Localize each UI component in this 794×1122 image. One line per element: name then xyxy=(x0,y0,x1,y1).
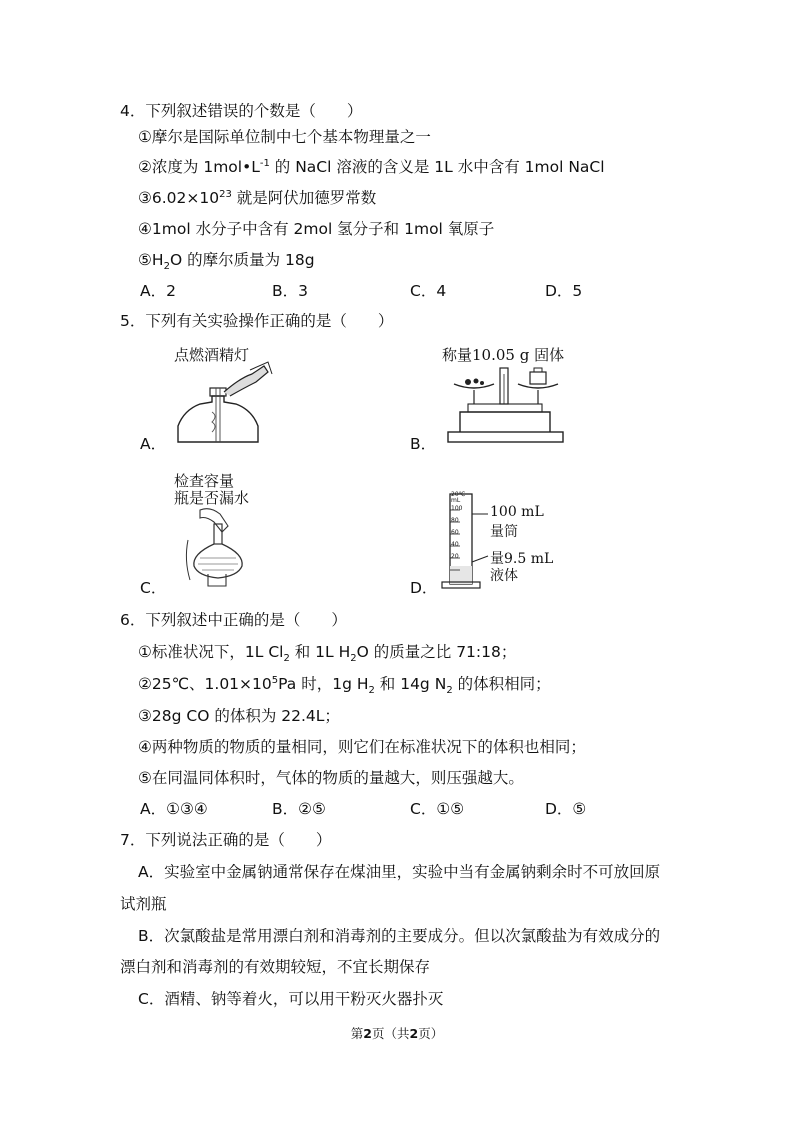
q6-item-1: ①标准状况下，1L $Cl_2$ 和 1L $H_2O$ 的质量之比 71:18； xyxy=(138,643,517,665)
cylinder-tick-labels: 20℃ mL 100 80 60 40 20 xyxy=(451,491,466,560)
q6-item-5: ⑤在同温同体积时，气体的物质的量越大，则压强越大。 xyxy=(138,769,524,787)
q4-stem: 4．下列叙述错误的个数是（ ） xyxy=(120,102,363,120)
q5-option-c: C． xyxy=(140,579,167,597)
q4-item-5: $⑤H_2O$ 的摩尔质量为 18g xyxy=(138,251,315,273)
balance-icon xyxy=(438,344,573,448)
fig-b-caption: 称量10.05 g 固体 xyxy=(442,346,565,364)
q6-item-2: ②25℃、$1.01\times 10^5Pa$ 时，1g $H_2$ 和 14g $N_2$ 的体积相同； xyxy=(138,674,551,697)
figure-alcohol-lamp xyxy=(164,344,274,448)
fig-d-label-1: 100 mL xyxy=(490,504,544,520)
q6-stem: 6．下列叙述中正确的是（ ） xyxy=(120,611,347,629)
fig-d-label-2: 量筒 xyxy=(490,524,518,540)
q5-option-d: D． xyxy=(410,579,438,597)
fig-c-caption-1: 检查容量 xyxy=(174,472,235,490)
figure-graduated-cylinder xyxy=(440,490,570,590)
q4-option-d: D．5 xyxy=(545,282,583,300)
q4-option-c: C．4 xyxy=(410,282,447,300)
q6-option-b: B．②⑤ xyxy=(272,800,326,818)
figure-balance xyxy=(438,344,573,448)
q4-item-3: $③6.02\times 10^{23}$ 就是阿伏加德罗常数 xyxy=(138,188,377,207)
page-footer: 第2页（共2页） xyxy=(350,1026,444,1041)
q7-option-a-line2: 试剂瓶 xyxy=(120,895,167,913)
figure-volumetric-flask xyxy=(170,470,280,588)
q4-item-4: ④1mol 水分子中含有 2mol 氢分子和 1mol 氧原子 xyxy=(138,220,495,238)
q7-option-b-line1: B．次氯酸盐是常用漂白剂和消毒剂的主要成分。但以次氯酸盐为有效成分的 xyxy=(138,927,661,945)
q4-item-1: ①摩尔是国际单位制中七个基本物理量之一 xyxy=(138,128,431,146)
q7-option-a-line1: A．实验室中金属钠通常保存在煤油里，实验中当有金属钠剩余时不可放回原 xyxy=(138,863,661,881)
q4-item-2: ②浓度为 $1mol•L^{-1}$ 的 NaCl 溶液的含义是 1L 水中含有 1mol NaCl xyxy=(138,157,605,176)
q7-stem: 7．下列说法正确的是（ ） xyxy=(120,831,332,849)
q5-option-b: B． xyxy=(410,435,437,453)
fig-c-caption-2: 瓶是否漏水 xyxy=(174,489,250,507)
q6-item-3: ③28g CO 的体积为 22.4L； xyxy=(138,707,340,725)
fig-a-caption: 点燃酒精灯 xyxy=(174,346,250,364)
q7-option-b-line2: 漂白剂和消毒剂的有效期较短，不宜长期保存 xyxy=(120,958,431,976)
volumetric-flask-icon xyxy=(170,470,280,588)
q4-option-a: A．2 xyxy=(140,282,176,300)
q6-option-c: C．①⑤ xyxy=(410,800,465,818)
fig-d-label-3: 量9.5 mL xyxy=(490,551,554,567)
q4-option-b: B．3 xyxy=(272,282,308,300)
alcohol-lamp-icon xyxy=(164,344,274,448)
q6-item-4: ④两种物质的物质的量相同，则它们在标准状况下的体积也相同； xyxy=(138,738,586,756)
q5-option-a: A． xyxy=(140,435,167,453)
q6-option-d: D．⑤ xyxy=(545,800,587,818)
q6-option-a: A．①③④ xyxy=(140,800,208,818)
q5-stem: 5．下列有关实验操作正确的是（ ） xyxy=(120,312,394,330)
fig-d-label-4: 液体 xyxy=(490,568,518,584)
q7-option-c-line1: C．酒精、钠等着火，可以用干粉灭火器扑灭 xyxy=(138,990,444,1008)
